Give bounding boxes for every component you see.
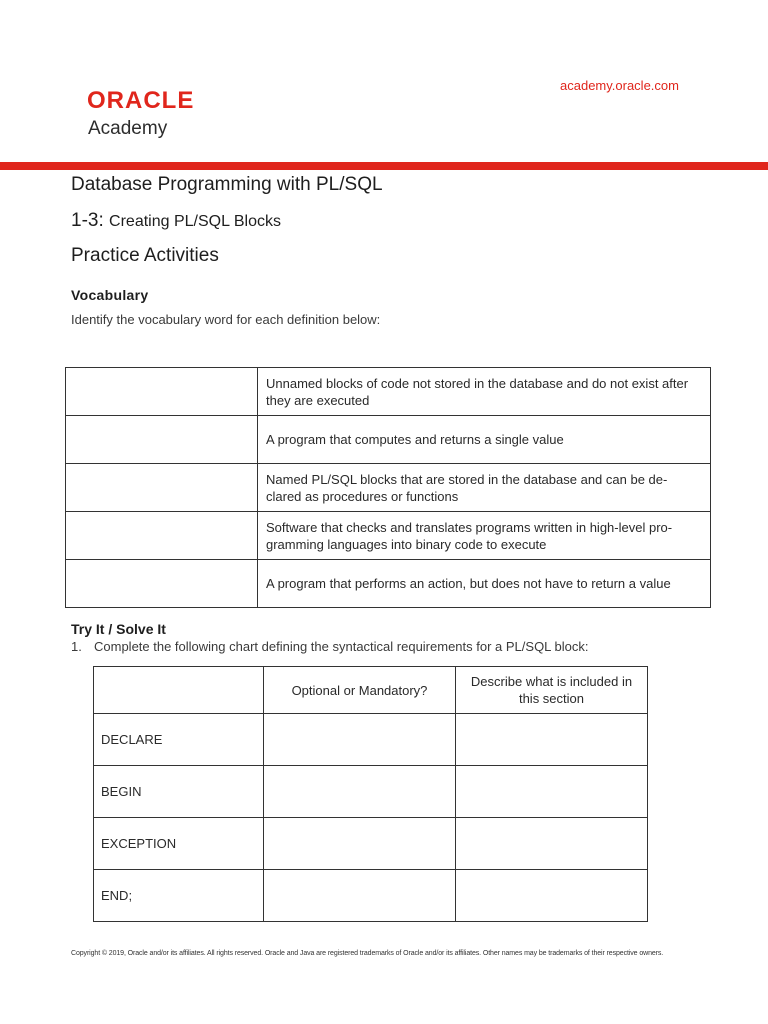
table-row xyxy=(66,512,711,560)
site-url-link[interactable]: academy.oracle.com xyxy=(560,78,679,93)
description-cell[interactable] xyxy=(456,870,648,922)
vocabulary-instruction: Identify the vocabulary word for each definition below: xyxy=(71,312,381,327)
logo-subtitle: Academy xyxy=(88,118,168,139)
section-label: DECLARE xyxy=(94,714,264,766)
vocabulary-heading: Vocabulary xyxy=(71,287,149,303)
vocab-word-cell[interactable] xyxy=(66,512,258,560)
try-it-heading: Try It / Solve It xyxy=(71,621,166,637)
question-number: 1. xyxy=(71,639,82,654)
table-row xyxy=(66,464,711,512)
vocab-definition: A program that performs an action, but does not have to return a value xyxy=(258,560,711,608)
course-title: Database Programming with PL/SQL xyxy=(71,174,383,195)
vocab-definition: Named PL/SQL blocks that are stored in the database and can be de-clared as procedures or functions xyxy=(258,464,711,512)
table-row xyxy=(94,870,648,922)
table-row xyxy=(94,818,648,870)
practice-activities-heading: Practice Activities xyxy=(71,245,219,266)
header-cell-empty xyxy=(94,667,264,714)
header-describe: Describe what is included in this section xyxy=(456,667,648,714)
lesson-title xyxy=(71,210,281,232)
header-optional-mandatory: Optional or Mandatory? xyxy=(264,667,456,714)
section-label: EXCEPTION xyxy=(94,818,264,870)
copyright-footer: Copyright © 2019, Oracle and/or its affiliates. All rights reserved. Oracle and Java are registered trademarks of Oracle and/or its affiliates. Other names may be trademarks of their respective owners. xyxy=(71,950,664,957)
logo-brand: ORACLE xyxy=(87,87,195,114)
lesson-number: 1-3: xyxy=(71,210,104,231)
optional-mandatory-cell[interactable] xyxy=(264,714,456,766)
question-text: Complete the following chart defining the syntactical requirements for a PL/SQL block: xyxy=(94,639,589,654)
section-label: END; xyxy=(94,870,264,922)
table-row xyxy=(94,766,648,818)
table-header-row xyxy=(94,667,648,714)
table-row xyxy=(94,714,648,766)
description-cell[interactable] xyxy=(456,714,648,766)
optional-mandatory-cell[interactable] xyxy=(264,818,456,870)
vocab-word-cell[interactable] xyxy=(66,416,258,464)
vocab-word-cell[interactable] xyxy=(66,560,258,608)
question-1 xyxy=(71,639,589,654)
optional-mandatory-cell[interactable] xyxy=(264,766,456,818)
section-label: BEGIN xyxy=(94,766,264,818)
header-divider xyxy=(0,162,768,170)
oracle-academy-logo xyxy=(87,88,194,140)
vocab-word-cell[interactable] xyxy=(66,368,258,416)
description-cell[interactable] xyxy=(456,766,648,818)
optional-mandatory-cell[interactable] xyxy=(264,870,456,922)
lesson-name: Creating PL/SQL Blocks xyxy=(109,213,281,230)
table-row xyxy=(66,560,711,608)
description-cell[interactable] xyxy=(456,818,648,870)
plsql-block-table xyxy=(93,666,648,922)
vocab-definition: A program that computes and returns a single value xyxy=(258,416,711,464)
vocab-definition: Unnamed blocks of code not stored in the database and do not exist after they are executed xyxy=(258,368,711,416)
vocab-definition: Software that checks and translates programs written in high-level pro-gramming languages into binary code to execute xyxy=(258,512,711,560)
table-row xyxy=(66,368,711,416)
vocabulary-table xyxy=(65,367,711,608)
table-row xyxy=(66,416,711,464)
vocab-word-cell[interactable] xyxy=(66,464,258,512)
